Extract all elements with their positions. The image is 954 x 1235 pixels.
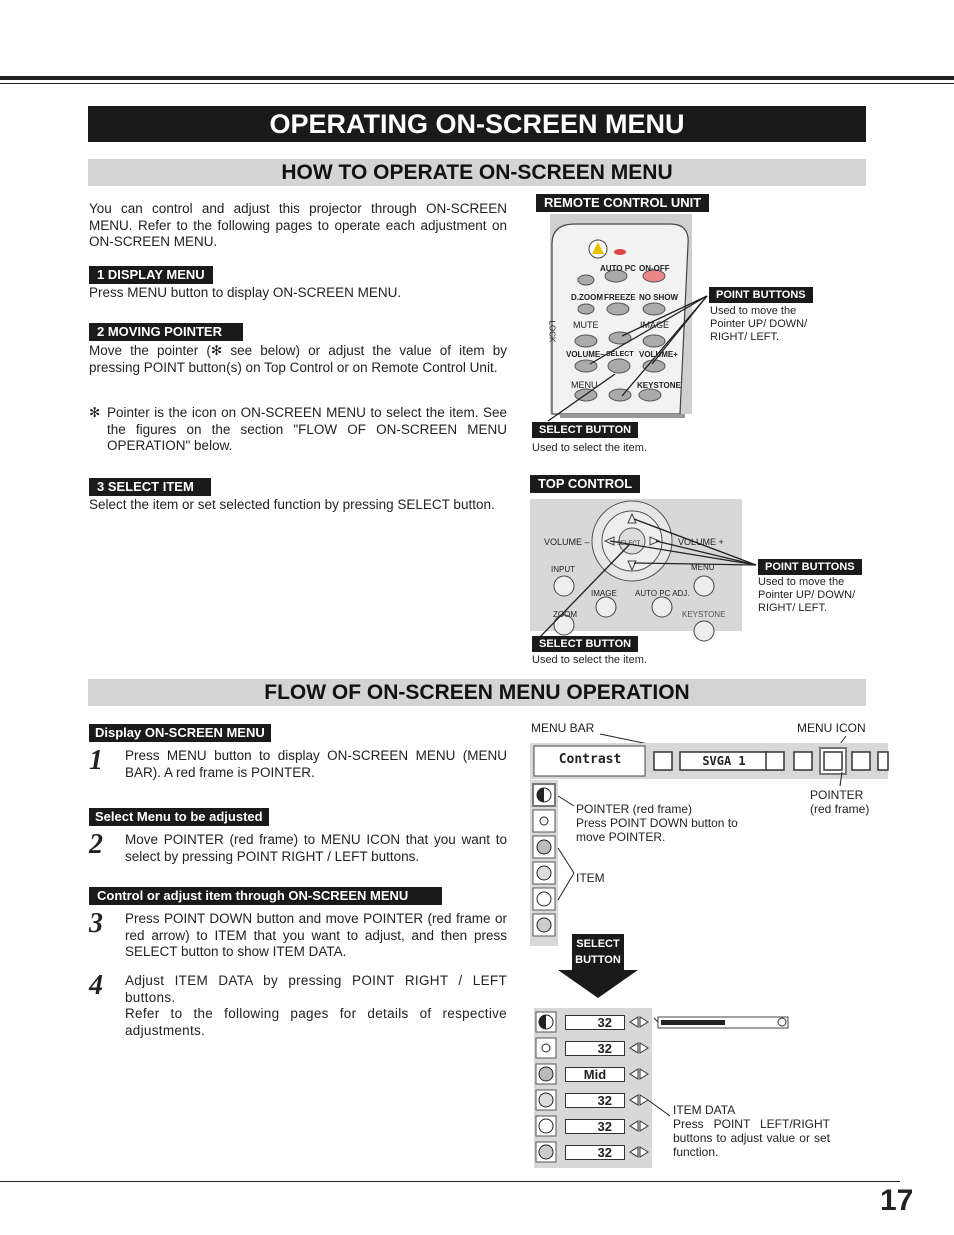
intro-text: You can control and adjust this projector through ON-SCREEN MENU. Refer to the following pages to operate each adjustment on ON-SCREEN MENU.	[89, 201, 507, 249]
top-keystone: KEYSTONE	[682, 610, 726, 619]
top-select: SELECT	[617, 541, 641, 547]
remote-select-button-label: SELECT BUTTON	[532, 422, 638, 438]
top-select-button-text: Used to select the item.	[532, 654, 647, 666]
top-menu: MENU	[691, 563, 715, 572]
top-control-label: TOP CONTROL	[530, 475, 640, 493]
flow-number-4: 4	[89, 970, 103, 1001]
remote-control-label: REMOTE CONTROL UNIT	[536, 194, 709, 212]
remote-auto-pc: AUTO PC	[600, 264, 636, 273]
flow-label-2: Select Menu to be adjusted	[89, 808, 269, 826]
menu-bar-contrast: Contrast	[558, 752, 622, 767]
flow-text-1: Press MENU button to display ON-SCREEN MENU (MENU BAR). A red frame is POINTER.	[125, 748, 507, 780]
top-rule	[0, 76, 954, 80]
remote-mute: MUTE	[573, 320, 599, 330]
note-text: Pointer is the icon on ON-SCREEN MENU to select the item. See the figures on the section "FLOW OF ON-SCREEN MENU OPERATION" below.	[107, 405, 507, 453]
pointer-right-label: POINTER (red frame)	[810, 788, 870, 816]
top-point-buttons-label: POINT BUTTONS	[758, 559, 862, 575]
step-label-display-menu: 1 DISPLAY MENU	[89, 266, 213, 284]
remote-lock: LOCK	[547, 320, 557, 343]
remote-no-show: NO SHOW	[639, 293, 679, 302]
flow-label-1: Display ON-SCREEN MENU	[89, 724, 271, 742]
section-heading-flow: FLOW OF ON-SCREEN MENU OPERATION	[88, 679, 866, 706]
item-value-4: 32	[565, 1093, 625, 1108]
note-asterisk: ✻	[89, 405, 101, 420]
top-rule-thin	[0, 83, 954, 84]
menu-bar-svga: SVGA 1	[702, 754, 746, 768]
remote-menu: MENU	[571, 380, 598, 390]
remote-volume-plus: VOLUME+	[639, 350, 678, 359]
step-text-display-menu: Press MENU button to display ON-SCREEN MENU.	[89, 285, 402, 300]
flow-number-2: 2	[89, 829, 103, 860]
select-button-arrow-label: SELECT BUTTON	[575, 938, 621, 966]
menu-icon-label: MENU ICON	[797, 721, 866, 735]
page-title: OPERATING ON-SCREEN MENU	[88, 106, 866, 142]
remote-dzoom: D.ZOOM	[571, 293, 603, 302]
top-zoom: ZOOM	[553, 610, 577, 619]
top-select-button-label: SELECT BUTTON	[532, 636, 638, 652]
top-volume-minus: VOLUME –	[544, 537, 590, 547]
remote-point-buttons-text: Used to move the Pointer UP/ DOWN/ RIGHT/ LEFT.	[710, 305, 808, 343]
remote-keystone: KEYSTONE	[637, 381, 681, 390]
step-text-select-item: Select the item or set selected function by pressing SELECT button.	[89, 497, 495, 512]
remote-on-off: ON-OFF	[639, 264, 670, 273]
remote-volume-minus: VOLUME–	[566, 350, 605, 359]
step-text-moving-pointer: Move the pointer (✻ see below) or adjust the value of item by pressing POINT button(s) on Top Control or on Remote Control Unit.	[89, 343, 507, 375]
remote-select-button-text: Used to select the item.	[532, 442, 647, 454]
remote-select: SELECT	[606, 351, 634, 358]
item-value-6: 32	[565, 1145, 625, 1160]
flow-text-2: Move POINTER (red frame) to MENU ICON that you want to select by pressing POINT RIGHT / LEFT buttons.	[125, 832, 507, 864]
item-value-3: Mid	[565, 1067, 625, 1082]
item-value-2: 32	[565, 1041, 625, 1056]
flow-label-3: Control or adjust item through ON-SCREEN MENU	[89, 887, 442, 905]
remote-freeze: FREEZE	[604, 293, 636, 302]
flow-text-3: Press POINT DOWN button and move POINTER (red frame or red arrow) to ITEM that you want to adjust, and then press SELECT button to show ITEM DATA.	[125, 911, 507, 959]
remote-point-buttons-label: POINT BUTTONS	[709, 287, 813, 303]
remote-image: IMAGE	[640, 320, 670, 330]
page-number: 17	[880, 1184, 914, 1217]
item-label: ITEM	[576, 871, 605, 885]
step-label-select-item: 3 SELECT ITEM	[89, 478, 211, 496]
flow-number-3: 3	[89, 908, 103, 939]
menu-bar-label: MENU BAR	[531, 721, 595, 735]
item-data-label: ITEM DATA Press POINT LEFT/RIGHT buttons to adjust value or set function.	[673, 1103, 830, 1159]
section-heading-how: HOW TO OPERATE ON-SCREEN MENU	[88, 159, 866, 186]
bottom-rule	[0, 1181, 900, 1182]
top-auto-pc: AUTO PC ADJ.	[635, 589, 690, 598]
item-value-5: 32	[565, 1119, 625, 1134]
item-value-1: 32	[565, 1015, 625, 1030]
top-volume-plus: VOLUME +	[678, 537, 724, 547]
top-image: IMAGE	[591, 589, 617, 598]
flow-number-1: 1	[89, 745, 103, 776]
flow-text-4: Adjust ITEM DATA by pressing POINT RIGHT / LEFT buttons. Refer to the following pages for details of respective adjustments.	[125, 973, 507, 1038]
top-point-buttons-text: Used to move the Pointer UP/ DOWN/ RIGHT/ LEFT.	[758, 576, 856, 614]
pointer-left-label: POINTER (red frame) Press POINT DOWN button to move POINTER.	[576, 802, 738, 844]
top-input: INPUT	[551, 565, 575, 574]
step-label-moving-pointer: 2 MOVING POINTER	[89, 323, 243, 341]
